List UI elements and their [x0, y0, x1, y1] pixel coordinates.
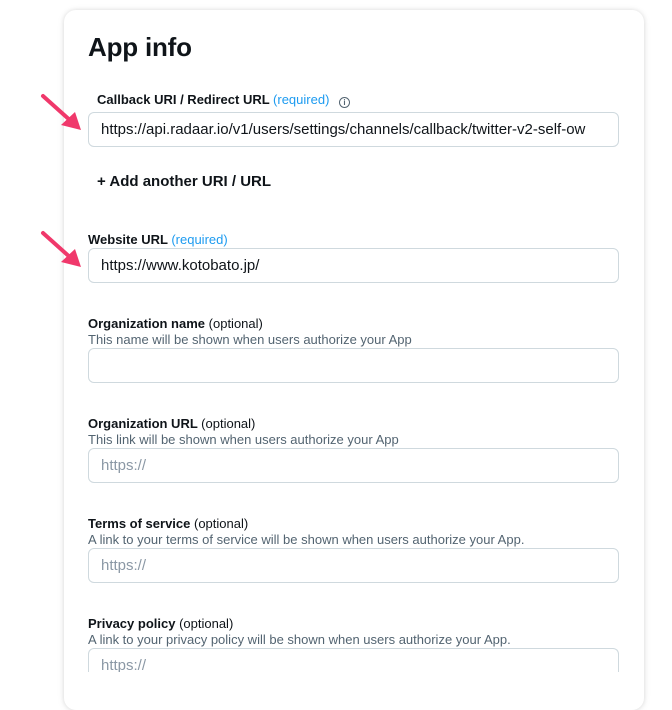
privacy-policy-input[interactable]: https:// [88, 648, 619, 672]
organization-url-input[interactable]: https:// [88, 448, 619, 483]
callback-url-label [97, 92, 350, 108]
add-another-uri-button[interactable]: + Add another URI / URL [97, 173, 272, 190]
privacy-policy-label [88, 616, 233, 632]
website-url-required: (required) [171, 232, 228, 247]
organization-name-input[interactable] [88, 348, 619, 383]
privacy-policy-label-text: Privacy policy [88, 616, 176, 631]
organization-url-optional: (optional) [201, 416, 256, 431]
website-url-label [88, 232, 228, 248]
terms-of-service-label [88, 516, 248, 532]
callback-url-input[interactable]: https://api.radaar.io/v1/users/settings/channels/callback/twitter-v2-self-ow [88, 112, 619, 147]
terms-of-service-optional: (optional) [194, 516, 249, 531]
website-url-input[interactable]: https://www.kotobato.jp/ [88, 248, 619, 283]
website-url-label-text: Website URL [88, 232, 168, 247]
organization-name-label-text: Organization name [88, 316, 206, 331]
terms-of-service-label-text: Terms of service [88, 516, 191, 531]
page-title: App info [88, 32, 192, 62]
organization-name-label [88, 316, 263, 332]
pointer-arrow-icon [38, 92, 88, 134]
organization-name-hint: This name will be shown when users authorize your App [88, 332, 412, 347]
privacy-policy-hint: A link to your privacy policy will be shown when users authorize your App. [88, 632, 511, 647]
info-icon[interactable]: i [339, 97, 350, 108]
terms-of-service-hint: A link to your terms of service will be shown when users authorize your App. [88, 532, 525, 547]
pointer-arrow-icon [38, 229, 88, 271]
organization-url-label-text: Organization URL [88, 416, 198, 431]
callback-url-label-text: Callback URI / Redirect URL [97, 92, 270, 107]
organization-url-label [88, 416, 255, 432]
terms-of-service-input[interactable]: https:// [88, 548, 619, 583]
privacy-policy-optional: (optional) [179, 616, 234, 631]
callback-url-required: (required) [273, 92, 330, 107]
organization-name-optional: (optional) [208, 316, 263, 331]
organization-url-hint: This link will be shown when users authorize your App [88, 432, 399, 447]
